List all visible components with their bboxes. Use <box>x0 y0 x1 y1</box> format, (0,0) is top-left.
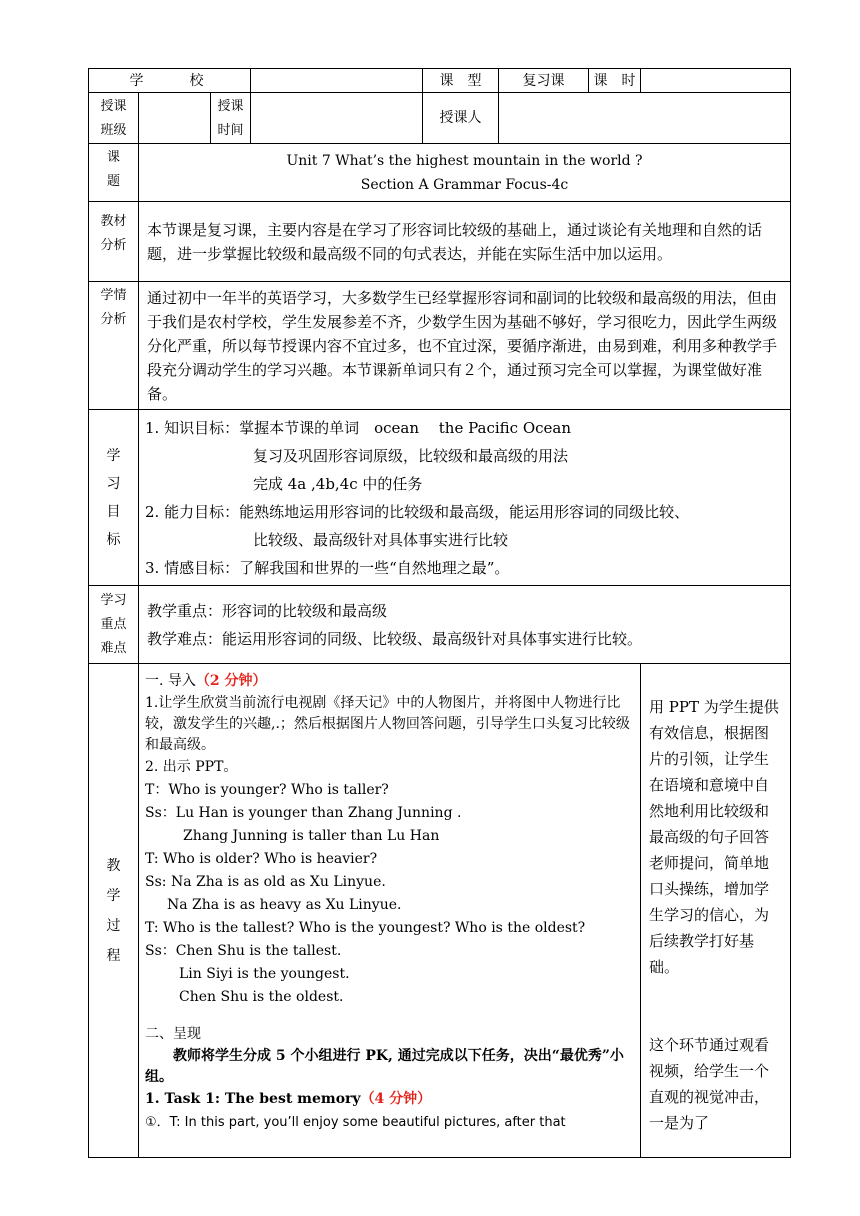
dialog-line: Zhang Junning is taller than Lu Han <box>183 828 440 844</box>
objective-emotion: 3. 情感目标：了解我国和世界的一些“自然地理之最”。 <box>145 558 510 577</box>
dialog-line: Chen Shu is the oldest. <box>179 989 344 1005</box>
note-ppt: 用 PPT 为学生提供有效信息，根据图片的引领，让学生在语境和意境中自然地利用比较级和最高级的句子回答老师提问，简单地口头操练，增加学生学习的信心，为后续教学打好基础。 <box>649 698 779 976</box>
intro-paragraph: 1.让学生欣赏当前流行电视剧《择天记》中的人物图片，并将图中人物进行比较，激发学生的兴趣,.；然后根据图片人物回答问题，引导学生口头复习比较级和最高级。 <box>145 695 630 753</box>
lesson-plan-document <box>88 68 790 1170</box>
difficult-point: 教学难点：能运用形容词的同级、比较级、最高级针对具体事实进行比较。 <box>147 629 643 648</box>
period-label: 课 时 <box>589 69 641 93</box>
school-value <box>251 69 423 93</box>
time-value <box>251 93 423 144</box>
class-label: 授课 班级 <box>89 93 139 144</box>
students-row <box>89 282 791 410</box>
dialog-line: Na Zha is as heavy as Xu Linyue. <box>167 897 402 913</box>
class-info-row <box>89 93 791 144</box>
intro-step-2: 2. 出示 PPT。 <box>145 759 238 775</box>
topic-row <box>89 144 791 202</box>
objective-knowledge: 1. 知识目标：掌握本节课的单词 ocean the Pacific Ocean <box>145 418 572 437</box>
task1-paragraph: ①．T: In this part, you’ll enjoy some beautiful pictures, after that <box>145 1115 566 1130</box>
teacher-value <box>499 93 791 144</box>
topic-section: Section A Grammar Focus-4c <box>360 176 569 193</box>
process-row <box>89 664 791 1158</box>
keypoints-label: 学习 重点 难点 <box>89 586 139 664</box>
dialog-line: Lin Siyi is the youngest. <box>179 966 350 982</box>
students-label: 学情 分析 <box>89 282 139 410</box>
material-label: 教材 分析 <box>89 202 139 282</box>
spacer <box>649 980 782 1032</box>
process-label: 教 学 过 程 <box>89 664 139 1158</box>
section-intro-title: 一. 导入（2 分钟） <box>145 673 267 689</box>
objectives-row <box>89 410 791 586</box>
key-point: 教学重点：形容词的比较级和最高级 <box>147 601 388 620</box>
period-value <box>641 69 791 93</box>
topic-text <box>139 144 791 202</box>
process-notes <box>641 664 791 1158</box>
note-video: 这个环节通过观看视频，给学生一个直观的视觉冲击，一是为了 <box>649 1036 770 1132</box>
topic-label: 课 题 <box>89 144 139 202</box>
dialog-line: T：Who is younger? Who is taller? <box>145 782 389 798</box>
students-text: 通过初中一年半的英语学习，大多数学生已经掌握形容词和副词的比较级和最高级的用法，但由于我们是农村学校，学生发展参差不齐，少数学生因为基础不够好，学习很吃力，因此学生两级分化严重，所以每节授课内容不宜过多，也不宜过深，要循序渐进，由易到难，利用多种教学手段充分调动学生的学习兴趣。本节课新单词只有２个，通过预习完全可以掌握，为课堂做好准备。 <box>139 282 791 410</box>
class-value <box>139 93 211 144</box>
material-row <box>89 202 791 282</box>
material-text: 本节课是复习课，主要内容是在学习了形容词比较级的基础上，通过谈论有关地理和自然的话题，进一步掌握比较级和最高级不同的句式表达，并能在实际生活中加以运用。 <box>139 202 791 282</box>
spacer <box>145 1009 634 1023</box>
task1-title: 1. Task 1: The best memory（4 分钟） <box>145 1091 432 1107</box>
header-row <box>89 69 791 93</box>
dialog-line: Ss：Lu Han is younger than Zhang Junning . <box>145 805 462 821</box>
objective-knowledge-2: 复习及巩固形容词原级，比较级和最高级的用法 <box>253 446 569 465</box>
topic-title: Unit 7 What’s the highest mountain in the world ? <box>286 152 643 169</box>
objectives-label: 学 习 目 标 <box>89 410 139 586</box>
lesson-type-label: 课 型 <box>423 69 499 93</box>
teacher-label: 授课人 <box>423 93 499 144</box>
dialog-line: Ss: Na Zha is as old as Xu Linyue. <box>145 874 386 890</box>
section-present-title: 二、呈现 <box>145 1026 201 1042</box>
objective-ability: 2. 能力目标：能熟练地运用形容词的比较级和最高级，能运用形容词的同级比较、 <box>145 502 690 521</box>
lesson-type-value: 复习课 <box>499 69 589 93</box>
present-paragraph: 教师将学生分成 5 个小组进行 PK, 通过完成以下任务，决出“最优秀”小组。 <box>145 1048 624 1085</box>
dialog-line: Ss：Chen Shu is the tallest. <box>145 943 342 959</box>
keypoints-row <box>89 586 791 664</box>
lesson-plan-table <box>88 68 791 1158</box>
objective-ability-2: 比较级、最高级针对具体事实进行比较 <box>253 530 509 549</box>
process-content <box>139 664 641 1158</box>
keypoints-text <box>139 586 791 664</box>
school-label: 学 校 <box>89 69 251 93</box>
objective-knowledge-3: 完成 4a ,4b,4c 中的任务 <box>253 474 423 493</box>
dialog-line: T: Who is older? Who is heavier? <box>145 851 378 867</box>
dialog-line: T: Who is the tallest? Who is the youngest? Who is the oldest? <box>145 920 586 936</box>
objectives-text <box>139 410 791 586</box>
time-label: 授课 时间 <box>211 93 251 144</box>
